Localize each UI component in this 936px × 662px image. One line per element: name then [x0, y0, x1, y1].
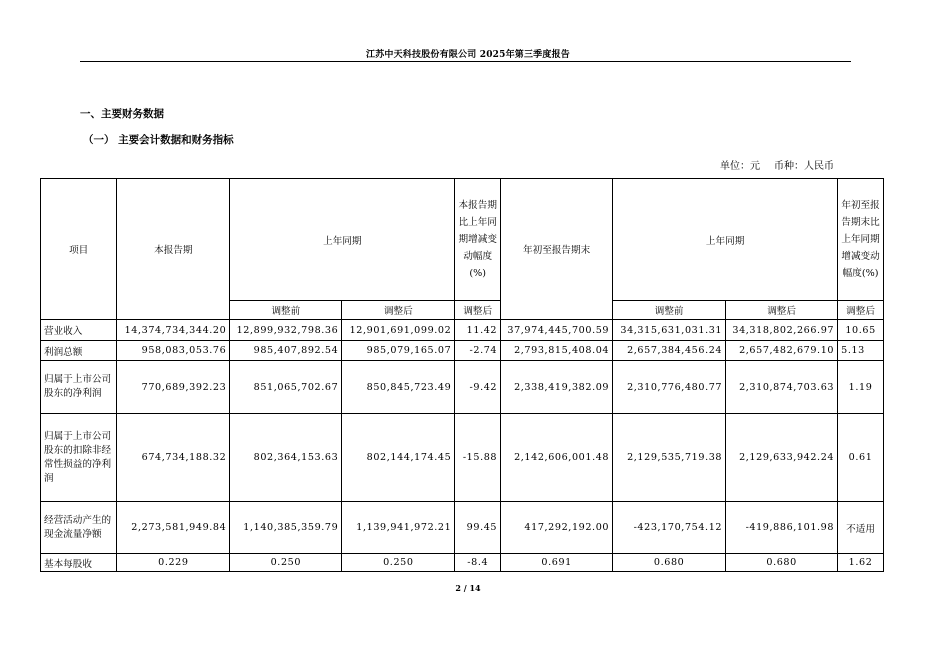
cell-ytd-prior-after: 2,657,482,679.10	[726, 341, 838, 361]
cell-current: 2,273,581,949.84	[117, 502, 230, 554]
cell-ytd-prior-after: -419,886,101.98	[726, 502, 838, 554]
subheader-after-change-2: 调整后	[838, 301, 884, 320]
cell-ytd: 2,142,606,001.48	[501, 414, 613, 502]
header-ytd: 年初至报告期末	[501, 179, 613, 320]
cell-ytd-prior-before: 0.680	[613, 554, 726, 572]
header-prior-same-period: 上年同期	[230, 179, 455, 301]
cell-ytd-change: 不适用	[838, 502, 884, 554]
cell-ytd-change: 10.65	[838, 320, 884, 341]
report-header-title: 江苏中天科技股份有限公司 2025年第三季度报告	[366, 50, 570, 60]
cell-prior-after: 985,079,165.07	[342, 341, 455, 361]
page-number: 2 / 14	[455, 583, 481, 593]
row-label: 营业收入	[41, 320, 117, 341]
cell-change: -2.74	[455, 341, 501, 361]
table-row	[41, 361, 884, 414]
header-prior-same-period-2: 上年同期	[613, 179, 838, 301]
row-label: 利润总额	[41, 341, 117, 361]
cell-ytd: 0.691	[501, 554, 613, 572]
unit-label: 单位：元	[720, 161, 760, 172]
cell-ytd-prior-before: 2,310,776,480.77	[613, 361, 726, 414]
header-item: 项目	[41, 179, 117, 320]
cell-ytd-prior-after: 2,129,633,942.24	[726, 414, 838, 502]
cell-ytd: 417,292,192.00	[501, 502, 613, 554]
cell-change: -15.88	[455, 414, 501, 502]
cell-prior-before: 851,065,702.67	[230, 361, 342, 414]
cell-ytd-prior-before: 2,657,384,456.24	[613, 341, 726, 361]
cell-ytd: 37,974,445,700.59	[501, 320, 613, 341]
cell-change: -8.4	[455, 554, 501, 572]
cell-ytd: 2,793,815,408.04	[501, 341, 613, 361]
subheader-before: 调整前	[230, 301, 342, 320]
header-divider	[80, 61, 851, 62]
cell-prior-before: 1,140,385,359.79	[230, 502, 342, 554]
cell-prior-after: 802,144,174.45	[342, 414, 455, 502]
unit-currency-line	[720, 157, 834, 172]
cell-change: -9.42	[455, 361, 501, 414]
header-current-period: 本报告期	[117, 179, 230, 320]
row-label: 归属于上市公司股东的净利润	[41, 361, 117, 414]
cell-current: 0.229	[117, 554, 230, 572]
cell-current: 770,689,392.23	[117, 361, 230, 414]
table-row	[41, 554, 884, 572]
cell-ytd-change: 0.61	[838, 414, 884, 502]
cell-prior-before: 802,364,153.63	[230, 414, 342, 502]
cell-ytd-change: 1.62	[838, 554, 884, 572]
cell-ytd-prior-before: -423,170,754.12	[613, 502, 726, 554]
table-row	[41, 341, 884, 361]
section-heading: 一、主要财务数据	[80, 108, 164, 120]
row-label: 归属于上市公司股东的扣除非经常性损益的净利润	[41, 414, 117, 502]
currency-label: 币种：人民币	[774, 161, 834, 172]
table-row	[41, 502, 884, 554]
cell-prior-after: 850,845,723.49	[342, 361, 455, 414]
cell-ytd-change: 1.19	[838, 361, 884, 414]
cell-ytd: 2,338,419,382.09	[501, 361, 613, 414]
header-change-period: 本报告期比上年同期增减变动幅度(%)	[455, 179, 501, 301]
cell-prior-before: 0.250	[230, 554, 342, 572]
cell-ytd-prior-after: 0.680	[726, 554, 838, 572]
cell-current: 14,374,734,344.20	[117, 320, 230, 341]
cell-ytd-prior-after: 2,310,874,703.63	[726, 361, 838, 414]
cell-ytd-prior-before: 34,315,631,031.31	[613, 320, 726, 341]
cell-current: 958,083,053.76	[117, 341, 230, 361]
cell-change: 11.42	[455, 320, 501, 341]
financial-data-table	[40, 178, 884, 572]
header-change-ytd: 年初至报告期末比上年同期增减变动幅度(%)	[838, 179, 884, 301]
subsection-heading: （一） 主要会计数据和财务指标	[83, 134, 234, 146]
table-row	[41, 320, 884, 341]
cell-ytd-prior-before: 2,129,535,719.38	[613, 414, 726, 502]
subheader-before-2: 调整前	[613, 301, 726, 320]
row-label: 经营活动产生的现金流量净额	[41, 502, 117, 554]
cell-ytd-prior-after: 34,318,802,266.97	[726, 320, 838, 341]
subheader-after: 调整后	[342, 301, 455, 320]
cell-prior-after: 12,901,691,099.02	[342, 320, 455, 341]
cell-prior-after: 1,139,941,972.21	[342, 502, 455, 554]
cell-change: 99.45	[455, 502, 501, 554]
cell-ytd-change: 5.13	[838, 341, 884, 361]
cell-prior-before: 12,899,932,798.36	[230, 320, 342, 341]
row-label: 基本每股收	[41, 554, 117, 572]
cell-current: 674,734,188.32	[117, 414, 230, 502]
cell-prior-before: 985,407,892.54	[230, 341, 342, 361]
subheader-after-2: 调整后	[726, 301, 838, 320]
subheader-after-change: 调整后	[455, 301, 501, 320]
table-row	[41, 414, 884, 502]
cell-prior-after: 0.250	[342, 554, 455, 572]
